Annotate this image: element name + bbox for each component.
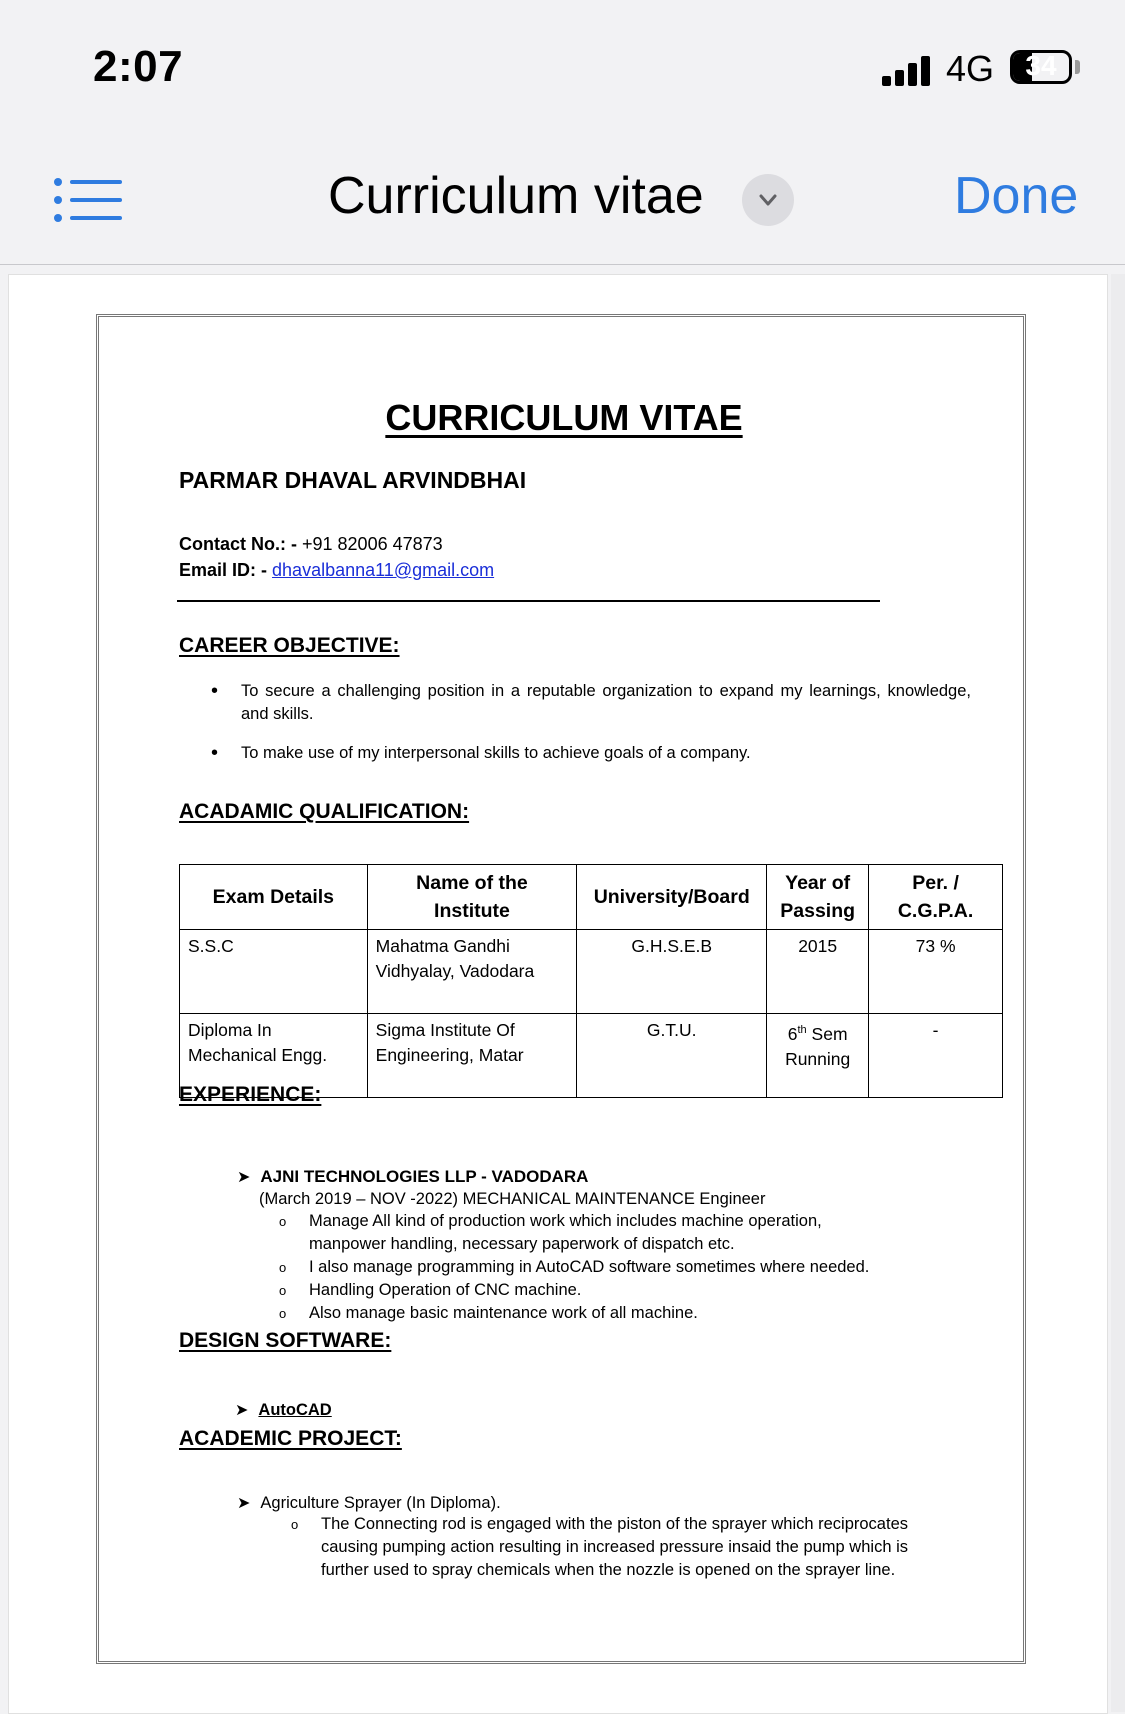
header-institute: Name of the Institute — [367, 865, 577, 930]
title-menu-button[interactable] — [742, 174, 794, 226]
experience-heading: EXPERIENCE: — [179, 1083, 322, 1106]
contact-block — [179, 531, 494, 583]
email-link[interactable]: dhavalbanna11@gmail.com — [272, 560, 495, 580]
cell-year: 6th Sem Running — [767, 1014, 869, 1098]
status-bar — [0, 0, 1125, 140]
chevron-down-icon — [755, 187, 781, 213]
list-item: o The Connecting rod is engaged with the piston of the sprayer which reciprocates causing pumping action resulting in increased pressure insaid the pump which is further used to spray chemicals when the nozzle is opened on the sprayer line. — [291, 1513, 911, 1582]
email-label: Email ID: - — [179, 560, 268, 580]
cv-title: CURRICULUM VITAE — [385, 397, 743, 438]
list-item: o Handling Operation of CNC machine. — [279, 1279, 899, 1302]
table-row — [180, 930, 1003, 1014]
status-time: 2:07 — [93, 42, 184, 91]
list-item: o Also manage basic maintenance work of all machine. — [279, 1302, 899, 1325]
network-type: 4G — [946, 48, 995, 89]
list-item: o Manage All kind of production work which includes machine operation, manpower handling, necessary paperwork of dispatch etc. — [279, 1210, 899, 1256]
qualification-heading: ACADAMIC QUALIFICATION: — [179, 800, 470, 823]
cell-board: G.H.S.E.B — [577, 930, 767, 1014]
project-detail — [291, 1513, 911, 1582]
page-border — [96, 314, 1026, 1664]
cell-score: - — [869, 1014, 1003, 1098]
cell-exam: S.S.C — [180, 930, 368, 1014]
contact-label: Contact No.: - — [179, 534, 297, 554]
arrow-bullet-icon: ➤ — [235, 1402, 249, 1419]
header-board: University/Board — [577, 865, 767, 930]
cell-exam: Diploma In Mechanical Engg. — [180, 1014, 368, 1098]
header-exam: Exam Details — [180, 865, 368, 930]
header-year: Year of Passing — [767, 865, 869, 930]
cv-document — [99, 317, 1029, 1667]
header-score: Per. / C.G.P.A. — [869, 865, 1003, 930]
experience-period: (March 2019 – NOV -2022) MECHANICAL MAINTENANCE Engineer — [259, 1190, 766, 1208]
list-item: o I also manage programming in AutoCAD software sometimes where needed. — [279, 1256, 899, 1279]
qualification-table — [179, 864, 1003, 1098]
list-item: • To secure a challenging position in a reputable organization to expand my learnings, knowledge, and skills. — [211, 680, 971, 726]
experience-list — [279, 1210, 899, 1325]
table-header-row — [180, 865, 1003, 930]
project-item: ➤ Agriculture Sprayer (In Diploma). — [237, 1494, 501, 1512]
battery-icon — [1010, 50, 1072, 84]
candidate-name: PARMAR DHAVAL ARVINDBHAI — [179, 467, 527, 493]
experience-company: ➤ AJNI TECHNOLOGIES LLP - VADODARA — [237, 1167, 589, 1186]
signal-icon — [882, 56, 934, 86]
document-page[interactable] — [8, 274, 1108, 1714]
cell-board: G.T.U. — [577, 1014, 767, 1098]
cell-year: 2015 — [767, 930, 869, 1014]
arrow-bullet-icon: ➤ — [237, 1495, 251, 1512]
list-icon[interactable] — [54, 174, 122, 226]
list-item: • To make use of my interpersonal skills to achieve goals of a company. — [211, 742, 971, 765]
document-title[interactable]: Curriculum vitae — [328, 167, 704, 225]
cell-institute: Sigma Institute Of Engineering, Matar — [367, 1014, 577, 1098]
contact-number: +91 82006 47873 — [302, 534, 443, 554]
design-software-heading: DESIGN SOFTWARE: — [179, 1329, 392, 1352]
software-item: ➤ AutoCAD — [235, 1401, 332, 1419]
career-objective-heading: CAREER OBJECTIVE: — [179, 634, 400, 657]
academic-project-heading: ACADEMIC PROJECT: — [179, 1427, 402, 1450]
nav-bar — [0, 140, 1125, 265]
battery-level: 34 — [1025, 50, 1057, 81]
cell-score: 73 % — [869, 930, 1003, 1014]
divider — [177, 600, 880, 602]
scroll-edge — [1111, 274, 1125, 1712]
arrow-bullet-icon: ➤ — [237, 1169, 251, 1186]
cell-institute: Mahatma Gandhi Vidhyalay, Vadodara — [367, 930, 577, 1014]
battery-cap — [1075, 60, 1080, 74]
done-button[interactable]: Done — [954, 167, 1079, 225]
career-objective-list — [211, 680, 971, 765]
